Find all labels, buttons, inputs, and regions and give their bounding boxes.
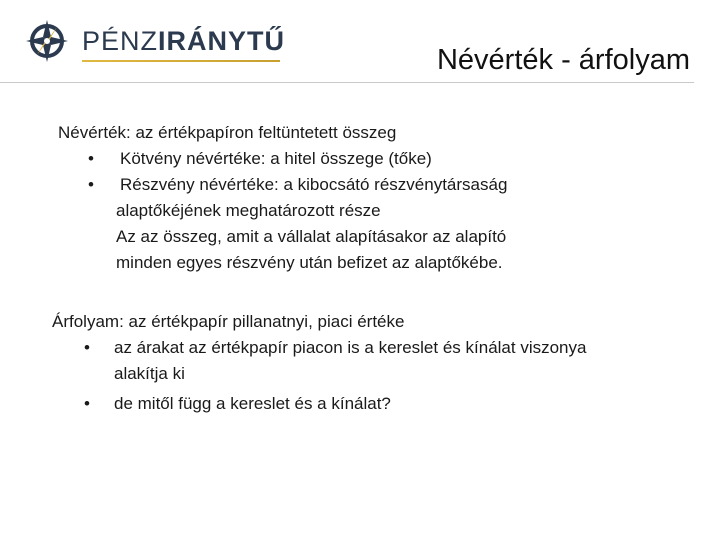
- logo-underline: [82, 60, 280, 62]
- slide-title: Névérték - árfolyam: [436, 44, 690, 76]
- bullet-text: Részvény névértéke: a kibocsátó részvénytársaság: [120, 175, 508, 194]
- nominal-value-term: Névérték: [58, 123, 127, 142]
- bullet-text: de mitől függ a kereslet és a kínálat?: [114, 394, 391, 413]
- title-divider: [0, 82, 694, 83]
- exchange-rate-section: [52, 309, 702, 417]
- compass-icon: [24, 18, 70, 64]
- continuation-line: Az az összeg, amit a vállalat alapításakor az alapító: [116, 227, 507, 246]
- bullet-text-continuation: alakítja ki: [114, 364, 185, 383]
- continuation-line: minden egyes részvény után befizet az alaptőkébe.: [116, 253, 503, 272]
- bullet-icon: •: [88, 149, 94, 168]
- exchange-rate-term: Árfolyam:: [52, 312, 124, 331]
- exchange-rate-definition: [52, 309, 702, 335]
- bullet-icon: •: [84, 394, 90, 413]
- nominal-value-definition: [58, 120, 698, 146]
- logo-word-light: PÉNZ: [82, 26, 159, 56]
- bullet-icon: •: [88, 175, 94, 194]
- exchange-rate-text: az értékpapír pillanatnyi, piaci értéke: [123, 312, 405, 331]
- nominal-value-section: [58, 120, 698, 276]
- bullet-text: az árakat az értékpapír piacon is a kereslet és kínálat viszonya: [114, 338, 587, 357]
- bullet-item-bond: [58, 146, 698, 172]
- logo-word-bold: IRÁNYTŰ: [158, 26, 286, 56]
- continuation-line: alaptőkéjének meghatározott része: [116, 201, 381, 220]
- bullet-item-question: [52, 391, 702, 417]
- bullet-text: Kötvény névértéke: a hitel összege (tőke): [120, 149, 432, 168]
- logo: [24, 18, 284, 68]
- bullet-item-share: [58, 172, 698, 198]
- nominal-value-text: : az értékpapíron feltüntetett összeg: [126, 123, 397, 142]
- bullet-icon: •: [84, 338, 90, 357]
- bullet-item-price-formation: [52, 335, 702, 387]
- logo-wordmark: [82, 26, 285, 57]
